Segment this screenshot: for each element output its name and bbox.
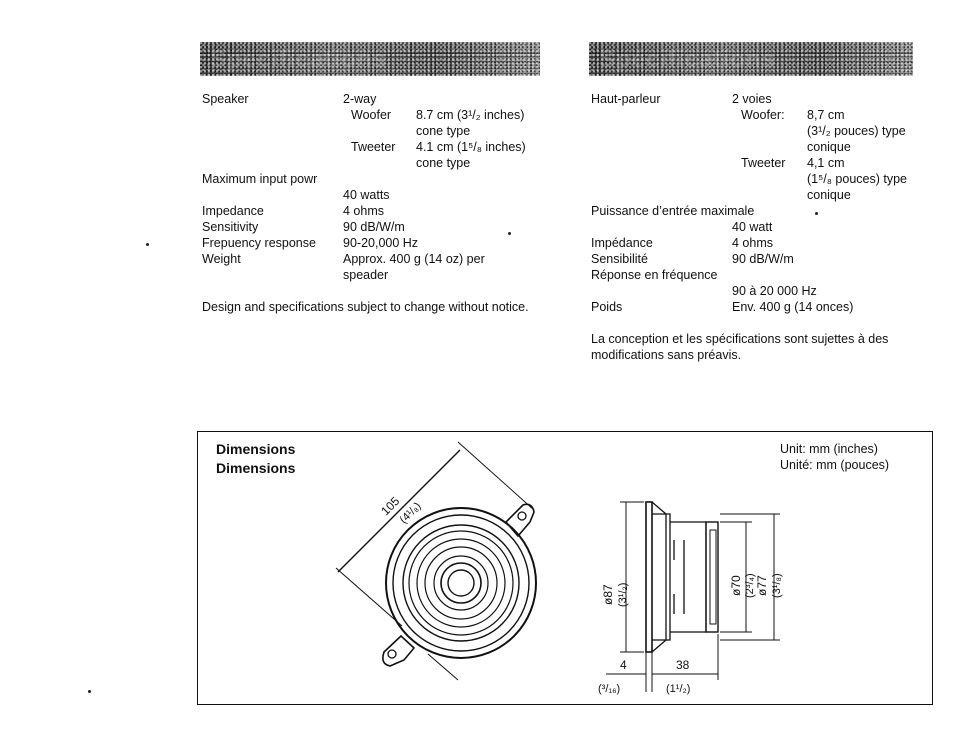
woofer-type: cone type xyxy=(416,124,471,138)
sensitivity-value: 90 dB/W/m xyxy=(343,220,405,234)
puissance-label: Puissance d’entrée maximale xyxy=(591,204,755,218)
stray-dot xyxy=(815,212,818,215)
woofer-label: Woofer xyxy=(351,108,392,122)
depth-4-value: 4 xyxy=(620,658,627,672)
poids-value: Env. 400 g (14 onces) xyxy=(732,300,854,314)
puissance-value: 40 watt xyxy=(732,220,773,234)
front-diag-inches: (4¹/₈) xyxy=(397,500,424,527)
side-d87-value: ø87 xyxy=(601,584,615,605)
impedance-label-fr: Impédance xyxy=(591,236,653,250)
tweeter-label: Tweeter xyxy=(351,140,396,154)
reponse-label: Réponse en fréquence xyxy=(591,268,718,282)
depth-38-value: 38 xyxy=(676,658,690,672)
tweeter-value-fr-2: (1⁵/₈ pouces) type xyxy=(807,172,907,186)
depth-4-inches: (³/₁₆) xyxy=(598,683,621,695)
side-d70-inches: (2³/₄) xyxy=(744,573,756,598)
weight-value-cont: speader xyxy=(343,268,389,282)
dimensions-frame xyxy=(197,431,933,705)
specifications-banner-en: Specifications xyxy=(200,42,540,76)
specifications-banner-fr: Spécifications xyxy=(589,42,913,76)
unit-label-fr: Unité: mm (pouces) xyxy=(780,458,890,472)
design-note-en: Design and specifications subject to change without notice. xyxy=(202,300,529,314)
frequency-label: Frepuency response xyxy=(202,236,316,250)
front-diag-value: 105 xyxy=(378,494,403,519)
impedance-label: Impedance xyxy=(202,204,264,218)
unit-label-en: Unit: mm (inches) xyxy=(780,442,878,456)
sensibilite-label: Sensibilité xyxy=(591,252,648,266)
woofer-label-fr: Woofer: xyxy=(741,108,785,122)
speaker-label: Speaker xyxy=(202,92,249,106)
side-d70-value: ø70 xyxy=(729,575,743,596)
stray-dot xyxy=(88,690,91,693)
stray-dot xyxy=(508,232,511,235)
depth-38-inches: (1¹/₂) xyxy=(666,683,691,695)
weight-label: Weight xyxy=(202,252,241,266)
woofer-type-fr: conique xyxy=(807,140,851,154)
sensibilite-value: 90 dB/W/m xyxy=(732,252,794,266)
side-d77-inches: (3¹/₈) xyxy=(771,573,783,598)
dimensions-title-fr: Dimensions xyxy=(216,460,296,476)
impedance-value: 4 ohms xyxy=(343,204,384,218)
speaker-value: 2-way xyxy=(343,92,377,106)
tweeter-type: cone type xyxy=(416,156,471,170)
stray-dot xyxy=(146,243,149,246)
max-input-label: Maximum input powr xyxy=(202,172,318,186)
tweeter-value-fr: 4,1 cm xyxy=(807,156,845,170)
haut-parleur-label: Haut-parleur xyxy=(591,92,661,106)
side-d87-inches: (3¹/₂) xyxy=(617,582,629,607)
frequency-value: 90-20,000 Hz xyxy=(343,236,419,250)
haut-parleur-value: 2 voies xyxy=(732,92,772,106)
max-input-value: 40 watts xyxy=(343,188,390,202)
reponse-value: 90 à 20 000 Hz xyxy=(732,284,817,298)
side-view-drawing xyxy=(586,500,786,705)
woofer-value: 8.7 cm (3¹/₂ inches) xyxy=(416,108,525,122)
dimensions-title-en: Dimensions xyxy=(216,441,296,457)
tweeter-label-fr: Tweeter xyxy=(741,156,786,170)
poids-label: Poids xyxy=(591,300,623,314)
impedance-value-fr: 4 ohms xyxy=(732,236,773,250)
weight-value: Approx. 400 g (14 oz) per xyxy=(343,252,485,266)
woofer-value-fr-2: (3¹/₂ pouces) type xyxy=(807,124,906,138)
tweeter-type-fr: conique xyxy=(807,188,851,202)
woofer-value-fr: 8,7 cm xyxy=(807,108,845,122)
tweeter-value: 4.1 cm (1⁵/₈ inches) xyxy=(416,140,526,154)
sensitivity-label: Sensitivity xyxy=(202,220,259,234)
front-view-drawing xyxy=(318,440,578,690)
design-note-fr: La conception et les spécifications sont sujettes à des modifications sans préavis. xyxy=(591,332,889,362)
side-d77-value: ø77 xyxy=(755,575,769,596)
